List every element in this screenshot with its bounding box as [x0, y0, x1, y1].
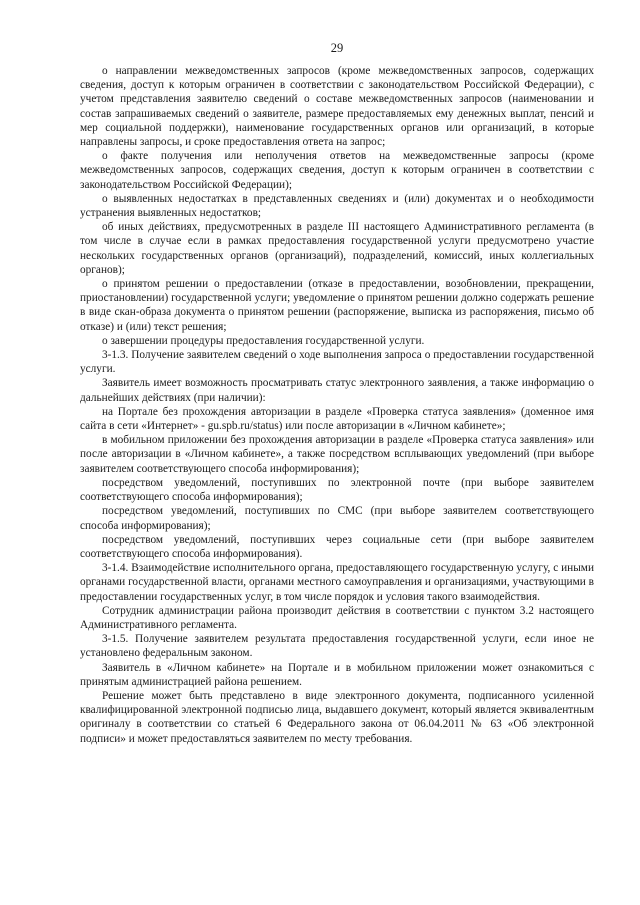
- paragraph-personal-account: Заявитель в «Личном кабинете» на Портале и в мобильном приложении может ознакомиться с принятым администрацией района решением.: [80, 661, 594, 688]
- paragraph-procedure-completion: о завершении процедуры предоставления государственной услуги.: [102, 334, 425, 347]
- section-3-1-5-heading: 3-1.5. Получение заявителем результата предоставления государственной услуги, если иное не установлено федеральным законом.: [80, 633, 594, 660]
- paragraph-email-notifications: посредством уведомлений, поступивших по электронной почте (при выборе заявителем соответствующего способа информирования);: [80, 476, 594, 504]
- paragraph-interdepartmental-requests: о направлении межведомственных запросов (кроме межведомственных запросов, содержащих сведения, доступ к которым ограничен в соответствии с законодательством Российской Федерации), с учетом представления заявителю сведений о составе межведомственных запросов (наименовании и состав запрашиваемых сведений о заявителе, размере предоставляемых ему денежных выплат, пенсий и мер социальной поддержки), наименование государственных органов или организаций, в которые направлены запросы, и сроке предоставления ответа на запрос;: [80, 65, 594, 149]
- section-3-1-3-heading: 3-1.3. Получение заявителем сведений о ходе выполнения запроса о предоставлении государственной услуги.: [80, 349, 594, 376]
- page-number: 29: [330, 41, 344, 55]
- paragraph-mobile-app: в мобильном приложении без прохождения авторизации в разделе «Проверка статуса заявления» или после авторизации в «Личном кабинете», а также посредством всплывающих уведомлений (при выборе заявителем соответствующего способа информирования);: [80, 434, 594, 475]
- paragraph-identified-deficiencies: о выявленных недостатках в представленных сведениях и (или) документах и о необходимости устранения выявленных недостатков;: [80, 192, 594, 220]
- paragraph-decision-made: о принятом решении о предоставлении (отказе в предоставлении, возобновлении, прекращении, приостановлении) государственной услуги; уведомление о принятом решении должно содержать решение в виде скан-образа документа о принятом решении (распоряжение, выписка из распоряжения, письмо об отказе) и (или) текст решения;: [80, 278, 594, 333]
- paragraph-social-notifications: посредством уведомлений, поступивших через социальные сети (при выборе заявителем соответствующего способа информирования).: [80, 533, 594, 560]
- paragraph-other-actions: об иных действиях, предусмотренных в разделе III настоящего Административного регламента (в том числе в случае если в рамках предоставления государственной услуги предусмотрено участие нескольких государственных органов (организаций), подразделений, комиссий, иных коллегиальных органов);: [80, 221, 594, 276]
- paragraph-district-employee: Сотрудник администрации района производит действия в соответствии с пунктом 3.2 настоящего Административного регламента.: [80, 604, 594, 631]
- paragraph-electronic-document: Решение может быть представлено в виде электронного документа, подписанного усиленной квалифицированной электронной подписью лица, выдавшего документ, который является эквивалентным оригиналу в соответствии со статьей 6 Федерального закона от 06.04.2011 № 63 «Об электронной подписи» и может предоставляться заявителем по месту требования.: [80, 689, 594, 745]
- section-3-1-4-heading: 3-1.4. Взаимодействие исполнительного органа, предоставляющего государственную услугу, с иными органами государственной власти, органами местного самоуправления и организациями, участвующими в предоставлении государственных услуг, в том числе порядок и условия такого взаимодействия.: [80, 562, 594, 603]
- paragraph-status-tracking: Заявитель имеет возможность просматривать статус электронного заявления, а также информацию о дальнейших действиях (при наличии):: [80, 377, 594, 404]
- paragraph-request-responses: о факте получения или неполучения ответов на межведомственные запросы (кроме межведомственных запросов, содержащих сведения, доступ к которым ограничен в соответствии с законодательством Российской Федерации);: [80, 150, 594, 191]
- paragraph-sms-notifications: посредством уведомлений, поступивших по СМС (при выборе заявителем соответствующего способа информирования);: [80, 505, 594, 532]
- paragraph-portal: на Портале без прохождения авторизации в разделе «Проверка статуса заявления» (доменное имя сайта в сети «Интернет» - gu.spb.ru/status) или после авторизации в «Личном кабинете»;: [80, 405, 594, 433]
- document-body: [80, 64, 594, 746]
